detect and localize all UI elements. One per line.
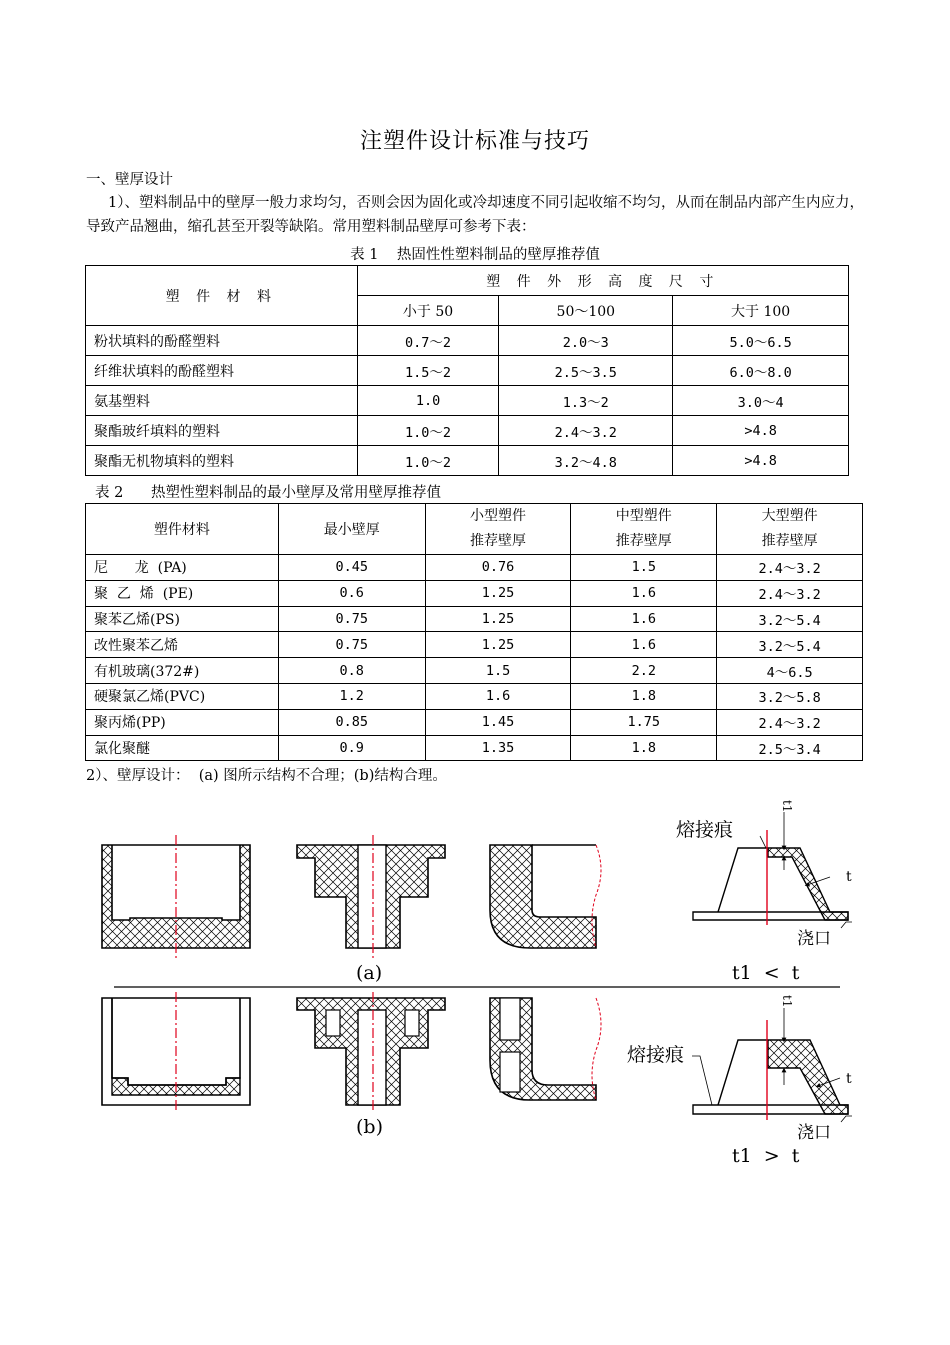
table1-header-material: 塑 件 材 料 [86,266,358,326]
table1-cell-material: 粉状填料的酚醛塑料 [86,326,358,356]
table2-cell-material: 聚丙烯(PP) [86,709,279,735]
weld-label-b: 熔接痕 [627,1044,685,1066]
table2-cell: 0.75 [278,632,425,658]
table2-cell: 1.75 [571,709,717,735]
table2-cell: 2.2 [571,658,717,684]
weld-label-a: 熔接痕 [676,819,734,841]
table2-cell: 3.2～5.4 [717,606,863,632]
table1-cell: >4.8 [673,416,849,446]
table-row [86,683,863,709]
table1-cell: 2.0～3 [499,326,673,356]
relation-label-b: t1 > t [732,1145,800,1167]
gate-label-a: 浇口 [797,929,831,949]
table2-cell: 2.5～3.4 [717,735,863,761]
part-a2-boss [297,835,445,960]
table2-cell: 1.6 [571,606,717,632]
table2-col-header: 最小壁厚 [278,504,425,555]
part-b4-weld-diagram [692,1008,852,1122]
table2-cell: 1.25 [425,606,571,632]
table2-cell-material: 改性聚苯乙烯 [86,632,279,658]
table-row [86,416,849,446]
table2-cell: 1.5 [571,555,717,581]
t-label-b: t [846,1071,852,1087]
table2-cell: 1.6 [425,683,571,709]
table1-cell-material: 纤维状填料的酚醛塑料 [86,356,358,386]
table2-cell: 0.45 [278,555,425,581]
table2-cell: 0.8 [278,658,425,684]
table1-cell-material: 聚酯无机物填料的塑料 [86,446,358,476]
table-row [86,580,863,606]
table2-col-header: 塑件材料 [86,504,279,555]
table1-cell: 2.4～3.2 [499,416,673,446]
table2-cell-material: 硬聚氯乙烯(PVC) [86,683,279,709]
table1-col-header: 小于 50 [357,296,499,326]
table2-cell: 3.2～5.8 [717,683,863,709]
table1-col-header: 50～100 [499,296,673,326]
table2-cell: 1.25 [425,580,571,606]
table2-cell: 1.2 [278,683,425,709]
page-title: 注塑件设计标准与技巧 [359,129,590,154]
table2-cell-material: 尼 龙 (PA) [86,555,279,581]
table2-cell: 2.4～3.2 [717,555,863,581]
table1-cell: 1.3～2 [499,386,673,416]
table2-cell: 1.6 [571,632,717,658]
table-row [86,658,863,684]
table2-col-header: 大型塑件 推荐壁厚 [717,504,863,555]
table2-cell-material: 有机玻璃(372#) [86,658,279,684]
table2-cell: 2.4～3.2 [717,580,863,606]
table2-caption: 表 2 热塑性塑料制品的最小壁厚及常用壁厚推荐值 [95,485,441,501]
table2-cell: 1.6 [571,580,717,606]
table1-cell: 1.0～2 [357,416,499,446]
table2-cell-material: 聚苯乙烯(PS) [86,606,279,632]
table-row [86,356,849,386]
part-b2-boss [297,992,445,1112]
table2-cell: 0.76 [425,555,571,581]
section-heading: 一、壁厚设计 [86,172,173,188]
table1 [85,265,849,476]
table1-cell-material: 氨基塑料 [86,386,358,416]
table2-cell: 0.9 [278,735,425,761]
intro-paragraph: 1）、塑料制品中的壁厚一般力求均匀，否则会因为固化或冷却速度不同引起收缩不均匀，从而在制品内部产生内应力，导致产品翘曲，缩孔甚至开裂等缺陷。常用塑料制品壁厚可参考下表： [86,195,864,235]
table-row [86,555,863,581]
table1-header-group: 塑 件 外 形 高 度 尺 寸 [357,266,848,296]
part-a1-box [102,835,250,960]
table2-cell: 2.4～3.2 [717,709,863,735]
table2-cell: 1.8 [571,683,717,709]
table2-col-header: 小型塑件 推荐壁厚 [425,504,571,555]
table2-cell: 4～6.5 [717,658,863,684]
part-a3-corner [490,845,601,948]
table1-cell: 3.0～4 [673,386,849,416]
t1-label-a: t1 [780,800,794,813]
table1-cell-material: 聚酯玻纤填料的塑料 [86,416,358,446]
table1-caption: 表 1 热固性性塑料制品的壁厚推荐值 [350,247,600,263]
table2-cell: 1.25 [425,632,571,658]
table-row [86,386,849,416]
figure-label-a: (a) [356,962,383,984]
table-row [86,446,849,476]
table2-cell-material: 聚 乙 烯 (PE) [86,580,279,606]
table-row [86,632,863,658]
table1-cell: 5.0～6.5 [673,326,849,356]
table2-cell-material: 氯化聚醚 [86,735,279,761]
table2-cell: 0.75 [278,606,425,632]
table-row [86,606,863,632]
table1-col-header: 大于 100 [673,296,849,326]
table1-cell: >4.8 [673,446,849,476]
table1-cell: 3.2～4.8 [499,446,673,476]
table1-cell: 1.0～2 [357,446,499,476]
table2-cell: 3.2～5.4 [717,632,863,658]
table1-cell: 2.5～3.5 [499,356,673,386]
table2 [85,503,863,761]
table2-cell: 1.5 [425,658,571,684]
table2-col-header: 中型塑件 推荐壁厚 [571,504,717,555]
figure-label-b: (b) [356,1116,383,1138]
table2-cell: 1.8 [571,735,717,761]
table2-cell: 1.35 [425,735,571,761]
wall-design-note: 2）、壁厚设计： (a) 图所示结构不合理；(b)结构合理。 [86,768,447,784]
table-row [86,326,849,356]
part-b3-corner [490,998,601,1100]
t1-label-b: t1 [780,995,794,1008]
table1-cell: 1.5～2 [357,356,499,386]
table2-cell: 0.85 [278,709,425,735]
table1-cell: 0.7～2 [357,326,499,356]
table1-cell: 1.0 [357,386,499,416]
part-b1-box [102,992,250,1112]
t-label-a: t [846,869,852,885]
relation-label-a: t1 < t [732,962,800,984]
table2-cell: 0.6 [278,580,425,606]
table2-cell: 1.45 [425,709,571,735]
table1-cell: 6.0～8.0 [673,356,849,386]
table-row [86,735,863,761]
table-row [86,709,863,735]
wall-thickness-figure [0,790,950,1190]
gate-label-b: 浇口 [797,1123,831,1143]
